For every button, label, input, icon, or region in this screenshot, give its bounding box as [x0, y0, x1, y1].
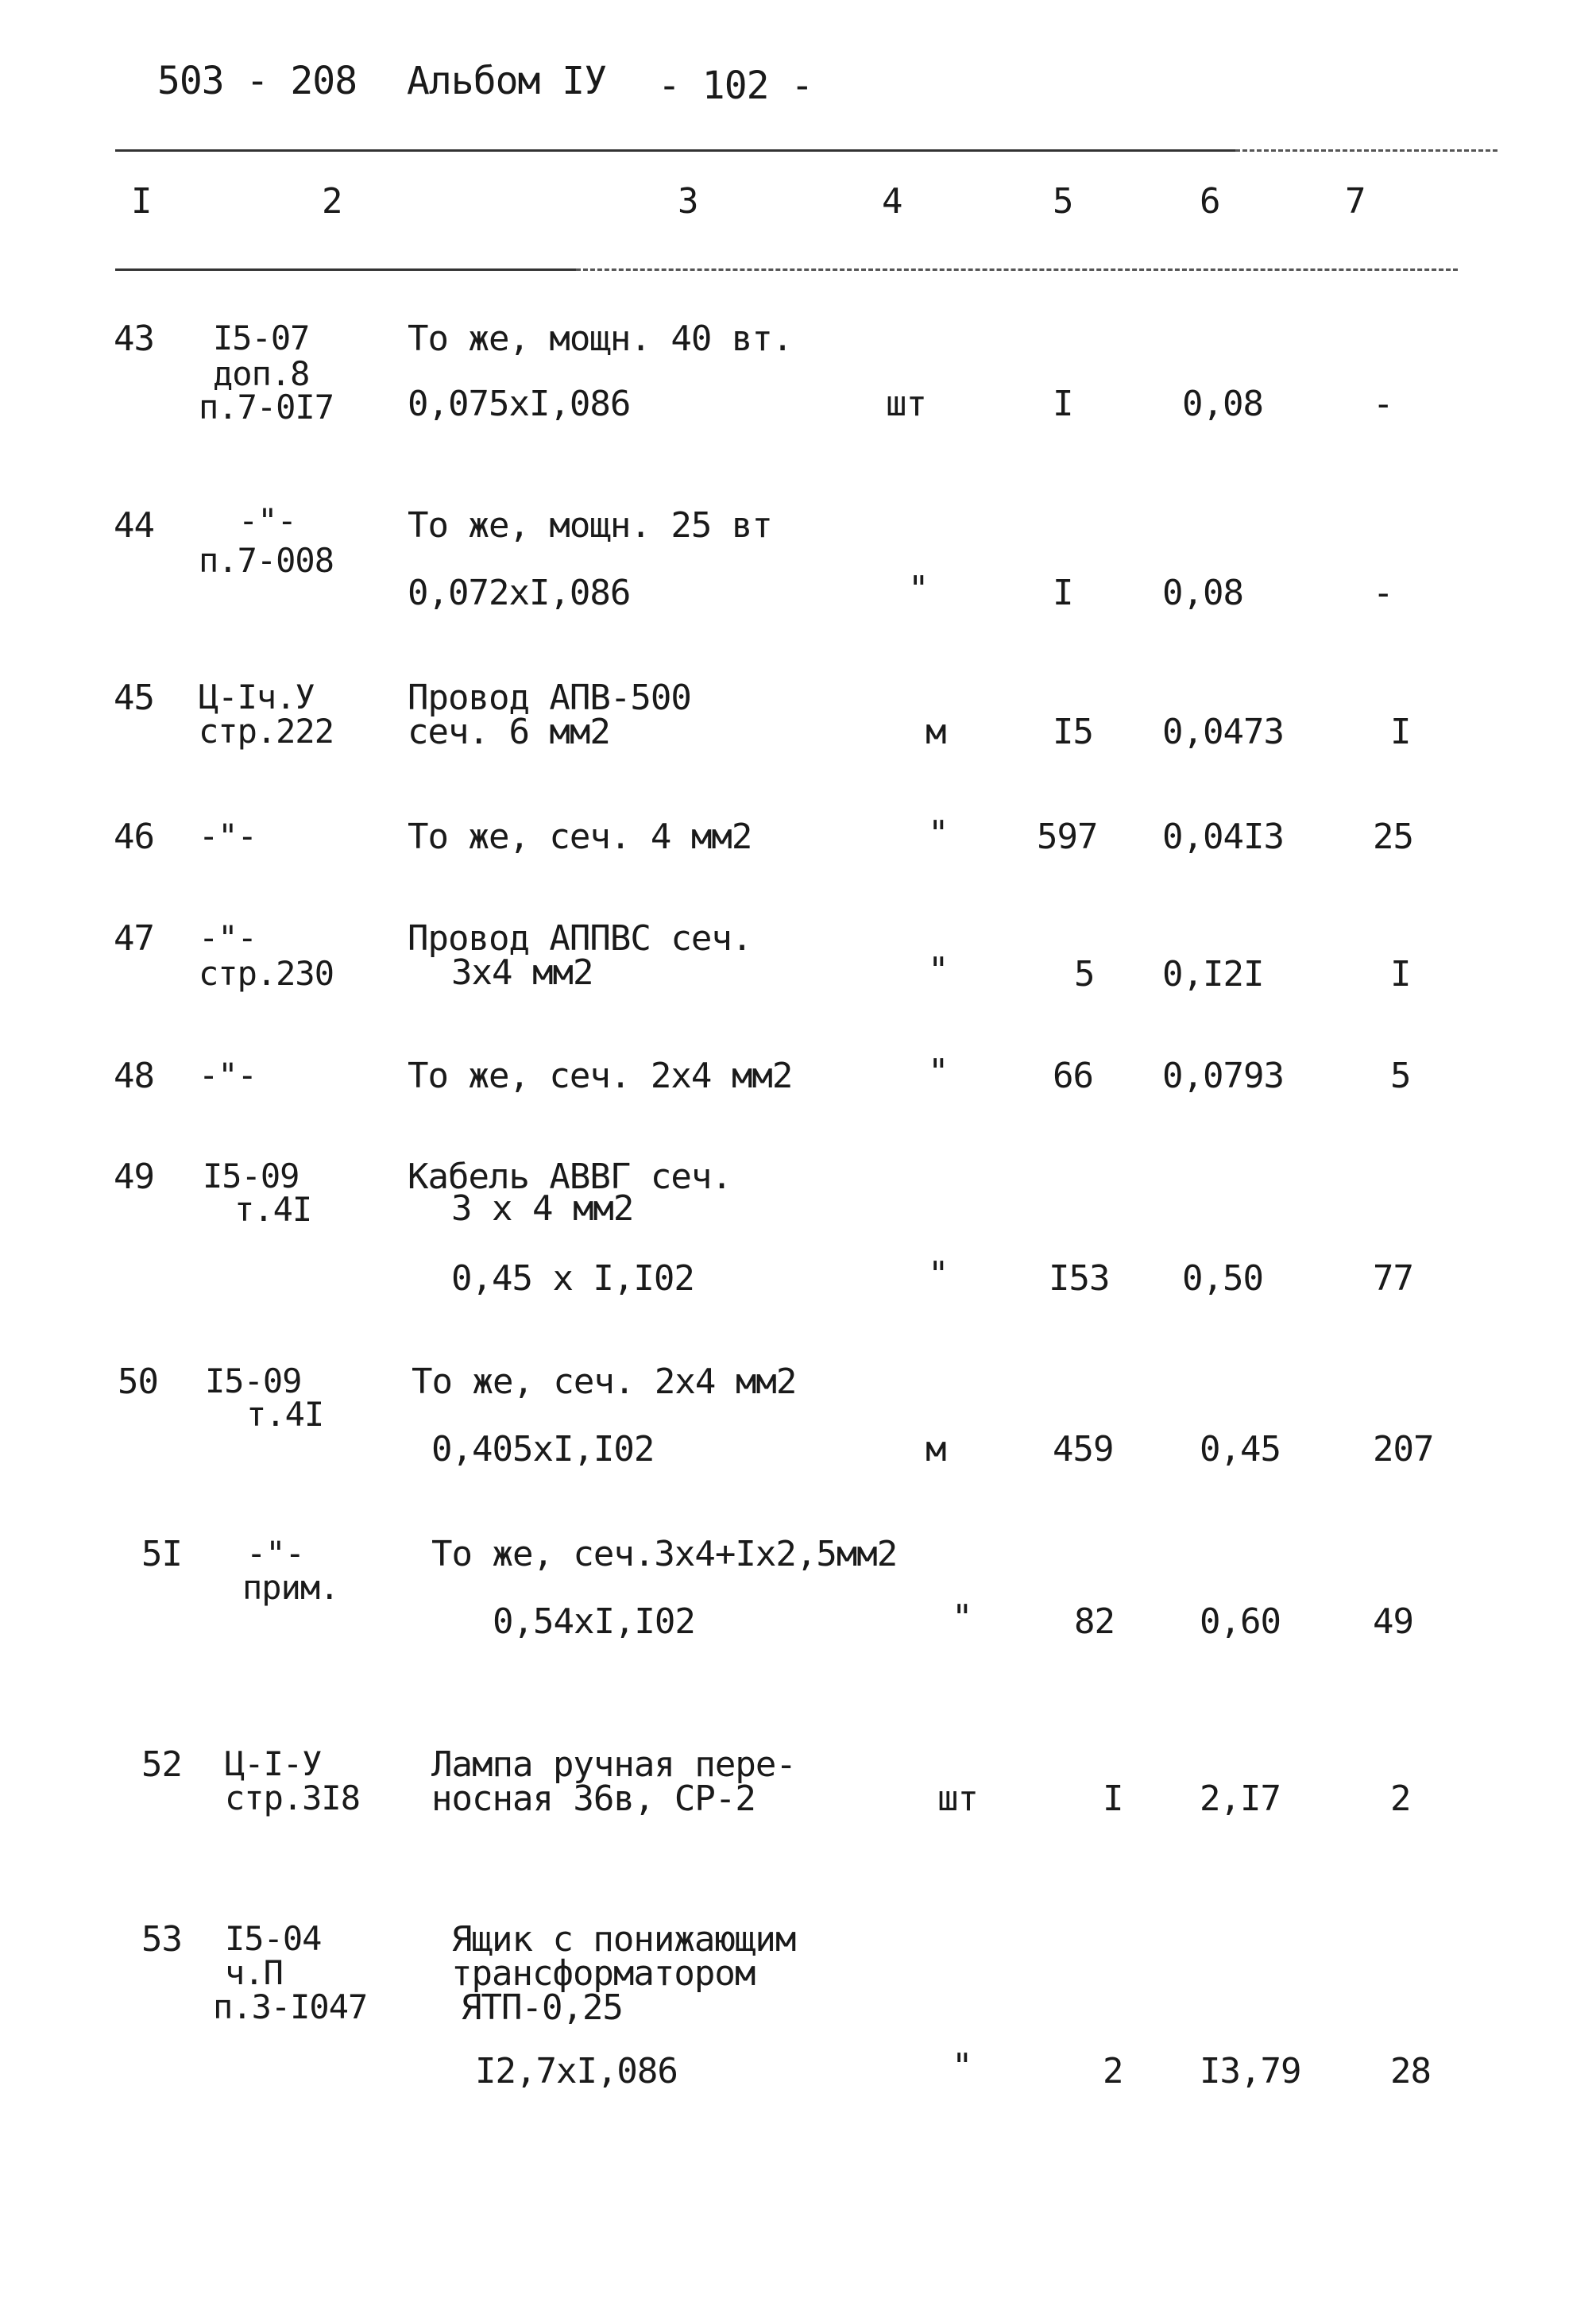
norm-code: ч.П — [225, 1953, 283, 1992]
unit-price: 0,60 — [1200, 1601, 1281, 1642]
header-top-rule-faded — [1235, 149, 1497, 152]
unit-price: 0,04I3 — [1162, 817, 1284, 857]
item-description: Кабель АВВГ сеч. — [408, 1157, 732, 1197]
unit: м — [926, 1429, 946, 1470]
item-description: носная 36в, СР-2 — [431, 1779, 755, 1819]
unit: " — [908, 569, 929, 609]
unit: " — [952, 2046, 972, 2087]
quantity: 597 — [1037, 817, 1098, 857]
column-number-1: I — [131, 181, 152, 222]
norm-code: Ц-Iч.У — [199, 678, 315, 716]
norm-code: стр.222 — [199, 712, 334, 751]
unit-price: 0,08 — [1162, 573, 1243, 613]
column-number-7: 7 — [1345, 181, 1366, 222]
quantity: 5 — [1074, 954, 1095, 995]
quantity: I — [1053, 573, 1073, 613]
norm-code: -"- — [246, 1534, 304, 1573]
item-description: Провод АПВ-500 — [408, 678, 691, 718]
quantity: I — [1103, 1779, 1123, 1819]
header-top-rule — [115, 149, 1235, 152]
item-description: I2,7хI,086 — [475, 2051, 678, 2091]
norm-code: прим. — [242, 1568, 339, 1607]
item-description: То же, мощн. 40 вт. — [408, 319, 793, 359]
unit-price: 0,08 — [1182, 384, 1263, 424]
unit: " — [928, 813, 949, 854]
unit: шт — [886, 384, 926, 424]
item-description: 3 х 4 мм2 — [451, 1188, 634, 1229]
norm-code: доп.8 — [213, 354, 310, 393]
norm-code: стр.3I8 — [225, 1779, 361, 1817]
row-number: 5I — [141, 1534, 182, 1574]
unit: " — [928, 1052, 949, 1092]
row-number: 49 — [114, 1157, 154, 1197]
document-code: 503 - 208 — [157, 59, 357, 103]
item-description: То же, сеч. 2х4 мм2 — [408, 1056, 793, 1096]
norm-code: -"- — [199, 918, 257, 957]
quantity: I5 — [1053, 712, 1093, 752]
row-number: 47 — [114, 918, 154, 959]
total: 49 — [1373, 1601, 1413, 1642]
norm-code: I5-09 — [203, 1157, 299, 1195]
item-description: То же, мощн. 25 вт — [408, 505, 772, 546]
unit-price: 0,I2I — [1162, 954, 1264, 995]
norm-code: п.7-0I7 — [199, 388, 334, 427]
item-description: То же, сеч. 2х4 мм2 — [412, 1361, 797, 1402]
total: - — [1373, 573, 1393, 613]
norm-code: п.7-008 — [199, 541, 334, 580]
column-number-3: 3 — [678, 181, 698, 222]
total: 207 — [1373, 1429, 1434, 1470]
norm-code: -"- — [199, 1056, 257, 1095]
item-description: 0,405хI,I02 — [431, 1429, 655, 1470]
item-description: 3х4 мм2 — [451, 952, 593, 993]
item-description: То же, сеч. 4 мм2 — [408, 817, 752, 857]
total: 77 — [1373, 1258, 1413, 1299]
column-number-4: 4 — [882, 181, 902, 222]
item-description: 0,072хI,086 — [408, 573, 631, 613]
row-number: 50 — [118, 1361, 158, 1402]
norm-code: -"- — [238, 501, 296, 540]
unit: " — [952, 1597, 972, 1638]
norm-code: т.4I — [234, 1190, 312, 1229]
item-description: Лампа ручная пере- — [431, 1744, 796, 1785]
header-bottom-rule-faded — [576, 268, 1458, 271]
row-number: 53 — [141, 1919, 182, 1960]
total: 28 — [1390, 2051, 1431, 2091]
quantity: 459 — [1053, 1429, 1114, 1470]
total: 2 — [1390, 1779, 1411, 1819]
norm-code: I5-07 — [213, 319, 310, 357]
quantity: I — [1053, 384, 1073, 424]
total: I — [1390, 954, 1411, 995]
norm-code: п.3-I047 — [213, 1987, 368, 2026]
norm-code: т.4I — [246, 1395, 324, 1434]
total: - — [1373, 384, 1393, 424]
quantity: 66 — [1053, 1056, 1093, 1096]
norm-code: I5-04 — [225, 1919, 322, 1958]
unit-price: 0,0473 — [1162, 712, 1284, 752]
item-description: Провод АППВС сеч. — [408, 918, 752, 959]
item-description: ЯТП-0,25 — [461, 1987, 623, 2028]
unit: м — [926, 712, 946, 752]
row-number: 45 — [114, 678, 154, 718]
norm-code: I5-09 — [205, 1361, 302, 1400]
item-description: То же, сеч.3х4+Iх2,5мм2 — [431, 1534, 898, 1574]
row-number: 43 — [114, 319, 154, 359]
row-number: 46 — [114, 817, 154, 857]
unit-price: I3,79 — [1200, 2051, 1301, 2091]
row-number: 44 — [114, 505, 154, 546]
unit: шт — [937, 1779, 978, 1819]
quantity: 2 — [1103, 2051, 1123, 2091]
norm-code: стр.230 — [199, 954, 334, 993]
total: 5 — [1390, 1056, 1411, 1096]
norm-code: -"- — [199, 817, 257, 855]
item-description: сеч. 6 мм2 — [408, 712, 610, 752]
column-number-6: 6 — [1200, 181, 1220, 222]
page-number: - 102 - — [658, 64, 813, 108]
unit-price: 0,45 — [1200, 1429, 1281, 1470]
unit-price: 0,0793 — [1162, 1056, 1284, 1096]
unit: " — [928, 950, 949, 991]
row-number: 52 — [141, 1744, 182, 1785]
norm-code: Ц-I-У — [225, 1744, 322, 1783]
column-number-2: 2 — [322, 181, 342, 222]
unit: " — [928, 1254, 949, 1295]
header-bottom-rule — [115, 268, 576, 271]
total: I — [1390, 712, 1411, 752]
item-description: трансформатором — [451, 1953, 755, 1994]
item-description: 0,075хI,086 — [408, 384, 631, 424]
unit-price: 0,50 — [1182, 1258, 1263, 1299]
item-description: 0,54хI,I02 — [493, 1601, 695, 1642]
quantity: 82 — [1074, 1601, 1115, 1642]
unit-price: 2,I7 — [1200, 1779, 1281, 1819]
item-description: 0,45 х I,I02 — [451, 1258, 694, 1299]
total: 25 — [1373, 817, 1413, 857]
quantity: I53 — [1049, 1258, 1110, 1299]
item-description: Ящик с понижающим — [451, 1919, 796, 1960]
album-label: Альбом IУ — [407, 59, 607, 103]
row-number: 48 — [114, 1056, 154, 1096]
column-number-5: 5 — [1053, 181, 1073, 222]
